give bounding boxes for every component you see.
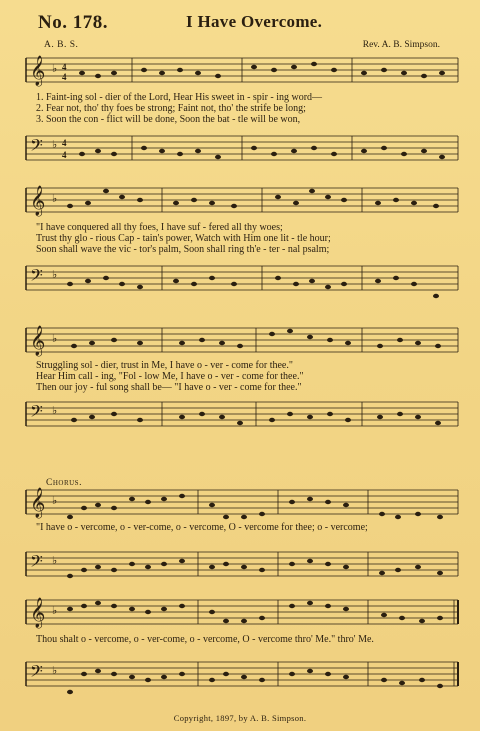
composer-credit: Rev. A. B. Simpson. bbox=[362, 40, 440, 50]
svg-text:𝄞: 𝄞 bbox=[30, 326, 46, 356]
treble-staff bbox=[22, 592, 462, 636]
svg-text:♭: ♭ bbox=[52, 605, 58, 617]
lyric-line: Struggling sol - dier, trust in Me, I have o - ver - come for thee." bbox=[36, 360, 293, 371]
svg-text:♭: ♭ bbox=[52, 665, 58, 677]
copyright-notice: Copyright, 1897, by A. B. Simpson. bbox=[173, 713, 307, 723]
lyric-line: Hear Him call - ing, "Fol - low Me, I have o - ver - come for thee." bbox=[36, 371, 304, 382]
svg-text:4: 4 bbox=[62, 62, 67, 72]
svg-text:♭: ♭ bbox=[52, 555, 58, 567]
hymn-title: I Have Overcome. bbox=[186, 12, 323, 31]
chorus-lyrics bbox=[36, 522, 456, 533]
svg-text:𝄢: 𝄢 bbox=[30, 661, 43, 685]
bass-staff bbox=[22, 132, 462, 168]
lyricist-credit: A. B. S. bbox=[44, 40, 79, 50]
lyric-line: Soon shall wave the vic - tor's palm, Soon shall ring th'e - ter - nal psalm; bbox=[36, 244, 330, 255]
hymn-number: No. 178. bbox=[38, 12, 108, 33]
svg-text:𝄢: 𝄢 bbox=[30, 401, 43, 425]
svg-text:♭: ♭ bbox=[52, 495, 58, 507]
lyric-line: 1. Faint-ing sol - dier of the Lord, Hear His sweet in - spir - ing word— bbox=[36, 92, 323, 103]
lyric-line: Trust thy glo - rious Cap - tain's power, Watch with Him one lit - tle hour; bbox=[36, 233, 331, 244]
verse-lyrics bbox=[36, 222, 456, 255]
svg-text:4: 4 bbox=[62, 72, 67, 82]
svg-text:♭: ♭ bbox=[52, 333, 58, 345]
svg-text:♭: ♭ bbox=[52, 193, 58, 205]
svg-text:♭: ♭ bbox=[52, 269, 58, 281]
svg-text:♭: ♭ bbox=[52, 405, 58, 417]
chorus-lyrics bbox=[36, 634, 456, 645]
bass-staff bbox=[22, 396, 462, 436]
treble-staff bbox=[22, 486, 462, 524]
svg-text:𝄞: 𝄞 bbox=[30, 598, 46, 628]
svg-text:𝄞: 𝄞 bbox=[30, 56, 46, 86]
chorus-label: Chorus. bbox=[46, 478, 82, 488]
verse-lyrics bbox=[36, 360, 456, 393]
svg-text:𝄢: 𝄢 bbox=[30, 551, 43, 575]
music-system-2 bbox=[22, 178, 462, 306]
bass-staff bbox=[22, 652, 462, 698]
music-system-5 bbox=[22, 592, 462, 710]
lyric-line: 3. Soon the con - flict will be done, Soon the bat - tle will be won, bbox=[36, 114, 301, 125]
bass-staff bbox=[22, 262, 462, 302]
svg-text:4: 4 bbox=[62, 138, 67, 148]
svg-text:𝄞: 𝄞 bbox=[30, 488, 46, 518]
music-system-1 bbox=[22, 52, 462, 172]
svg-text:♭: ♭ bbox=[52, 139, 58, 151]
bass-staff bbox=[22, 542, 462, 586]
music-system-3 bbox=[22, 318, 462, 438]
lyric-line: Thou shalt o - vercome, o - ver-come, o - vercome, O - vercome thro' Me." thro' Me. bbox=[36, 634, 374, 645]
treble-staff bbox=[22, 318, 462, 362]
svg-text:𝄞: 𝄞 bbox=[30, 186, 46, 216]
svg-text:𝄢: 𝄢 bbox=[30, 135, 43, 159]
lyric-line: "I have o - vercome, o - ver-come, o - vercome, O - vercome for thee; o - vercome; bbox=[36, 522, 368, 533]
svg-text:♭: ♭ bbox=[52, 63, 58, 75]
treble-staff bbox=[22, 178, 462, 222]
music-system-4 bbox=[22, 486, 462, 590]
verse-lyrics bbox=[36, 92, 456, 125]
lyric-line: "I have conquered all thy foes, I have suf - fered all thy woes; bbox=[36, 222, 283, 233]
lyric-line: Then our joy - ful song shall be— "I have o - ver - come for thee." bbox=[36, 382, 302, 393]
svg-text:4: 4 bbox=[62, 150, 67, 160]
lyric-line: 2. Fear not, tho' thy foes be strong; Faint not, tho' the strife be long; bbox=[36, 103, 306, 114]
svg-text:𝄢: 𝄢 bbox=[30, 265, 43, 289]
treble-staff bbox=[22, 52, 462, 92]
